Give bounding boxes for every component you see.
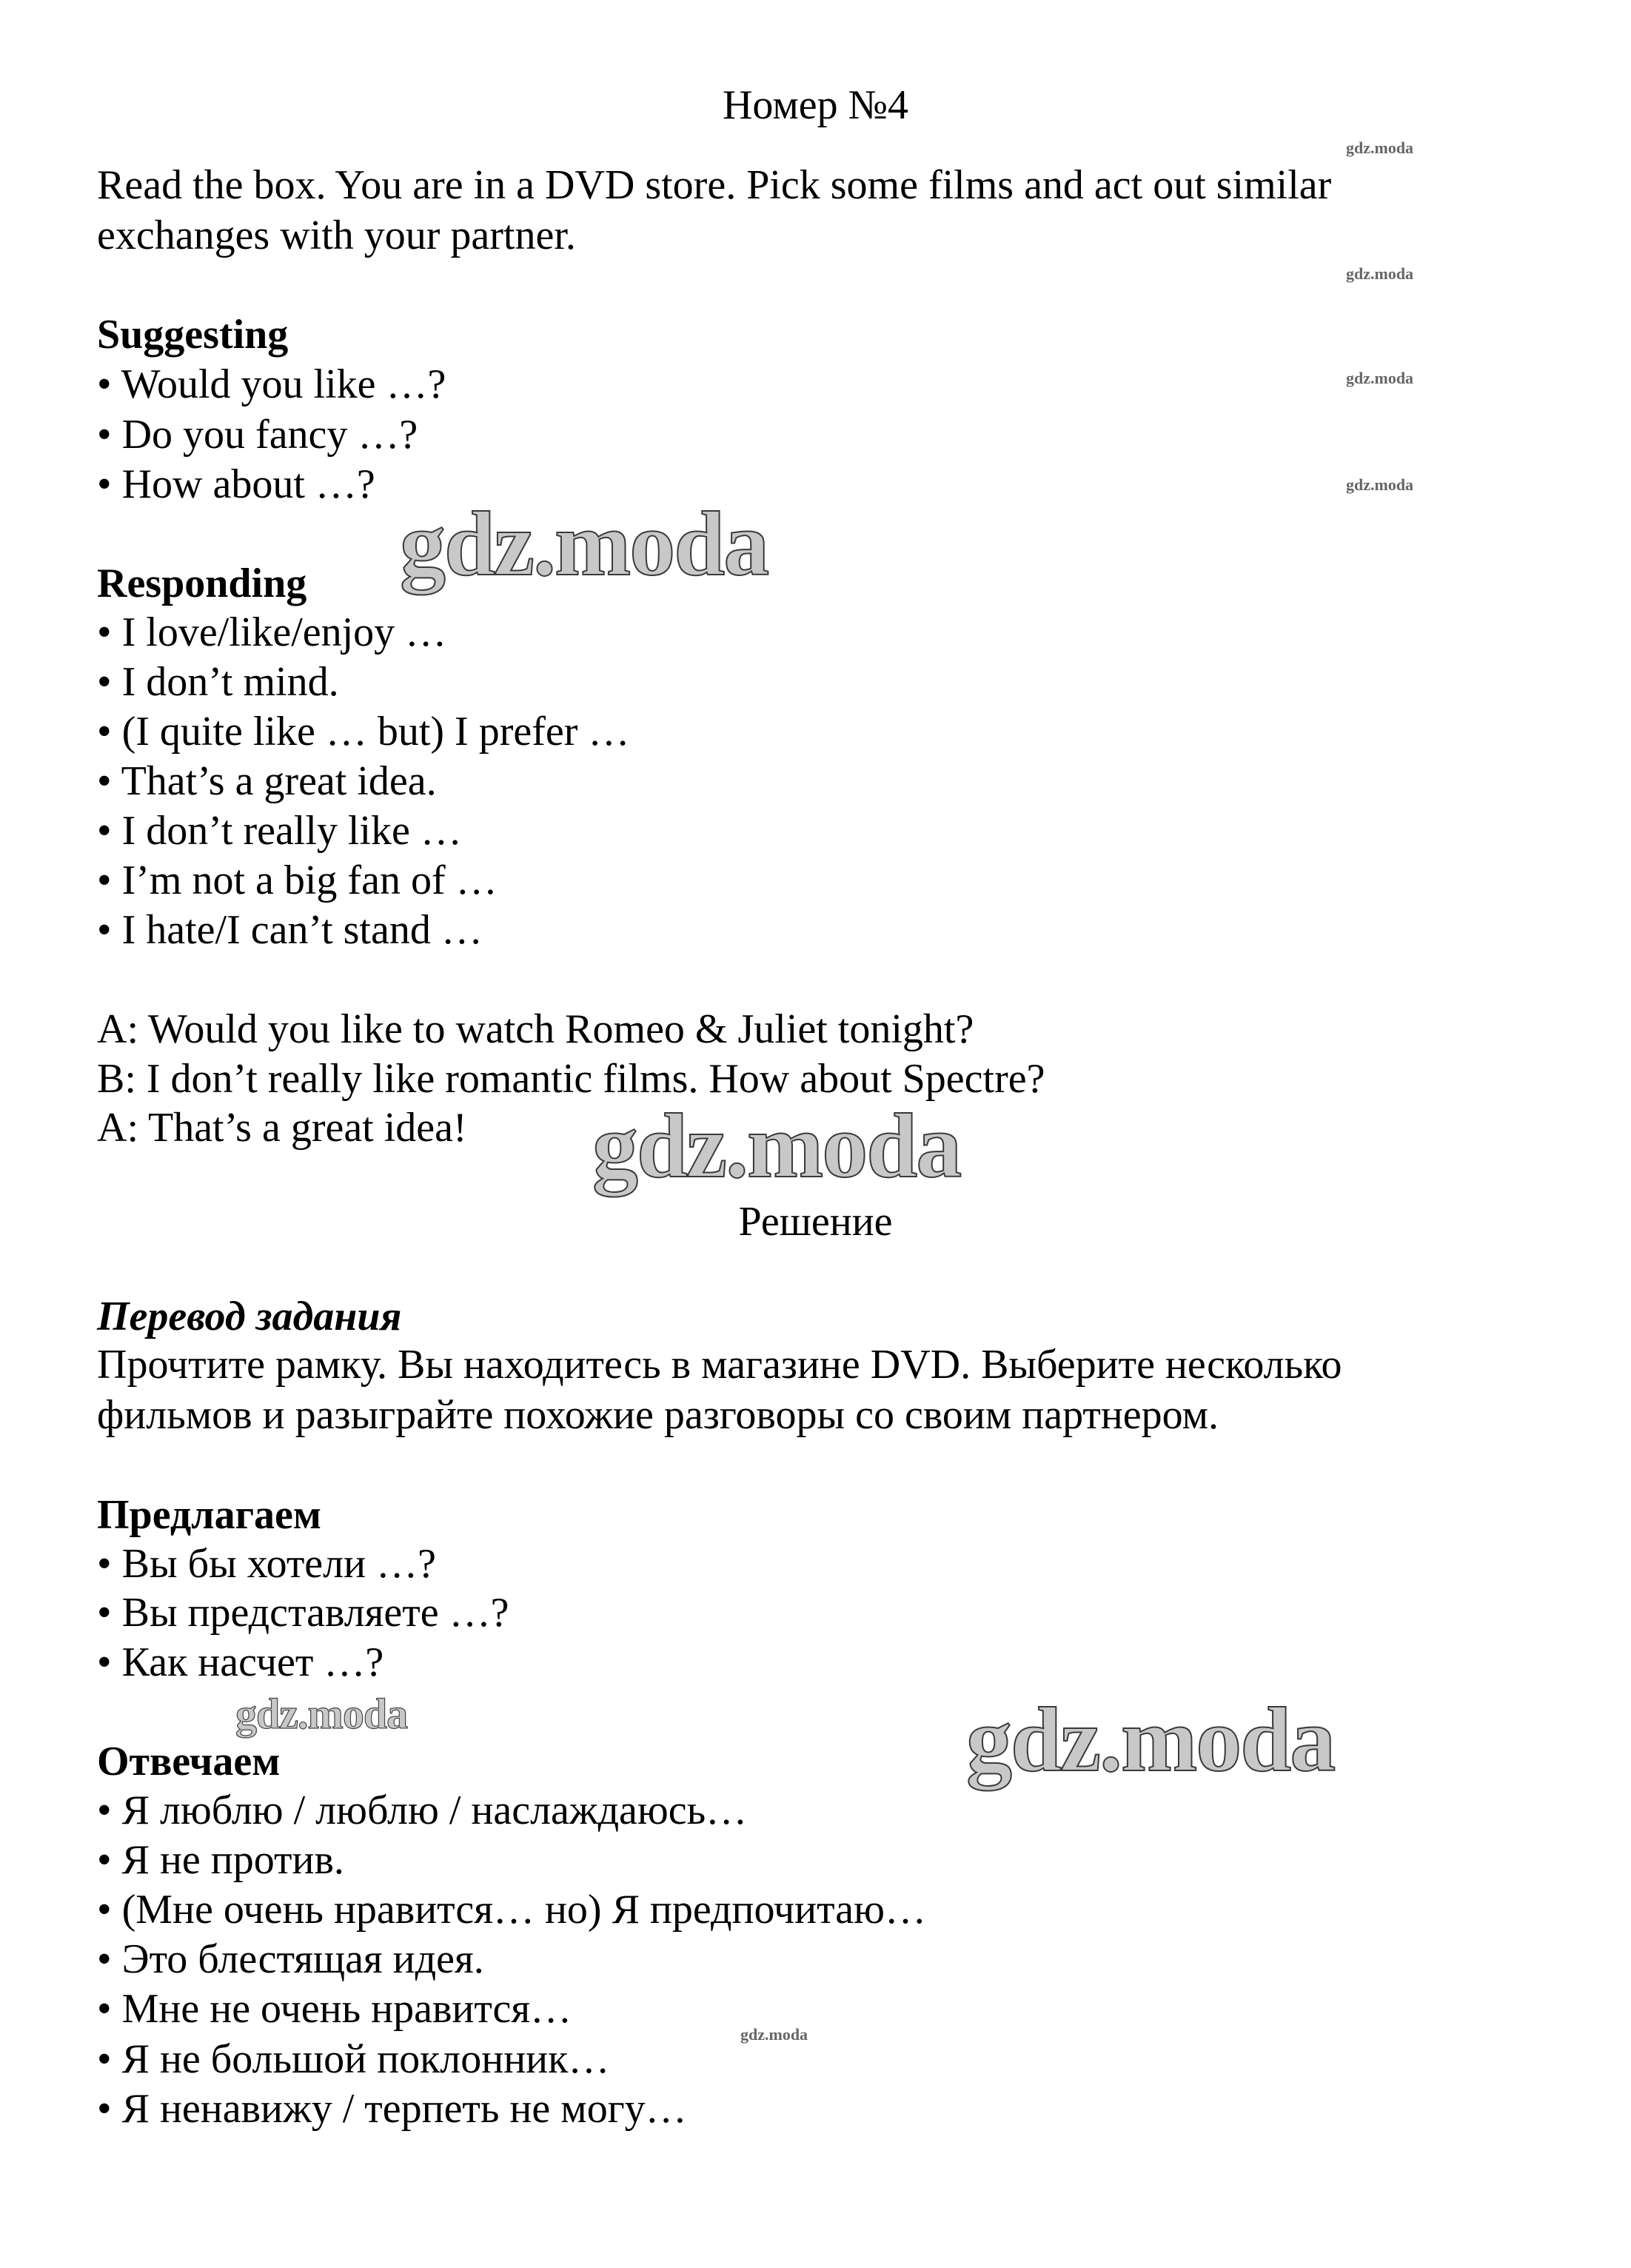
list-item: • (Мне очень нравится… но) Я предпочитаю… [97,1887,926,1933]
list-item: • Would you like …? [97,361,446,407]
section-heading: Предлагаем [97,1492,321,1538]
section-heading: Отвечаем [97,1739,281,1784]
list-item: • Я люблю / люблю / наслаждаюсь… [97,1787,748,1833]
list-item: • (I quite like … but) I prefer … [97,709,630,755]
list-item: • Мне не очень нравится… [97,1986,572,2032]
list-item: • Do you fancy …? [97,412,418,458]
list-item: • Я не против. [97,1837,344,1883]
list-item: • Это блестящая идея. [97,1936,484,1982]
list-item: • I hate/I can’t stand … [97,907,483,953]
watermark: gdz.moda [1346,475,1414,494]
list-item: • I don’t really like … [97,808,462,854]
watermark: gdz.moda [1346,369,1414,387]
watermark: gdz.moda [400,493,768,595]
dialogue-line: B: I don’t really like romantic films. How about Spectre? [97,1056,1045,1102]
watermark: gdz.moda [740,2025,808,2044]
task-line: Read the box. You are in a DVD store. Pick some films and act out similar [97,162,1332,208]
list-item: • I love/like/enjoy … [97,609,447,655]
section-heading: Suggesting [97,312,289,358]
watermark: gdz.moda [235,1690,408,1738]
list-item: • That’s a great idea. [97,758,437,804]
page-title: Номер №4 [722,82,909,128]
section-heading: Перевод задания [97,1294,402,1339]
watermark: gdz.moda [1346,264,1414,283]
section-heading: Responding [97,561,307,606]
list-item: • Я ненавижу / терпеть не могу… [97,2086,687,2132]
solution-heading: Решение [738,1199,893,1245]
list-item: • Вы представляете …? [97,1590,509,1636]
list-item: • Как насчет …? [97,1639,384,1685]
watermark: gdz.moda [966,1689,1335,1790]
translation-line: фильмов и разыграйте похожие разговоры со своим партнером. [97,1392,1219,1438]
translation-line: Прочтите рамку. Вы находитесь в магазине DVD. Выберите несколько [97,1342,1342,1388]
dialogue-line: A: That’s a great idea! [97,1105,467,1151]
watermark: gdz.moda [1346,138,1414,157]
list-item: • How about …? [97,461,375,507]
list-item: • I’m not a big fan of … [97,857,498,903]
dialogue-line: A: Would you like to watch Romeo & Juliet tonight? [97,1006,974,1052]
task-line: exchanges with your partner. [97,213,576,258]
list-item: • I don’t mind. [97,659,339,705]
list-item: • Вы бы хотели …? [97,1541,436,1587]
watermark: gdz.moda [592,1095,961,1197]
list-item: • Я не большой поклонник… [97,2036,610,2082]
